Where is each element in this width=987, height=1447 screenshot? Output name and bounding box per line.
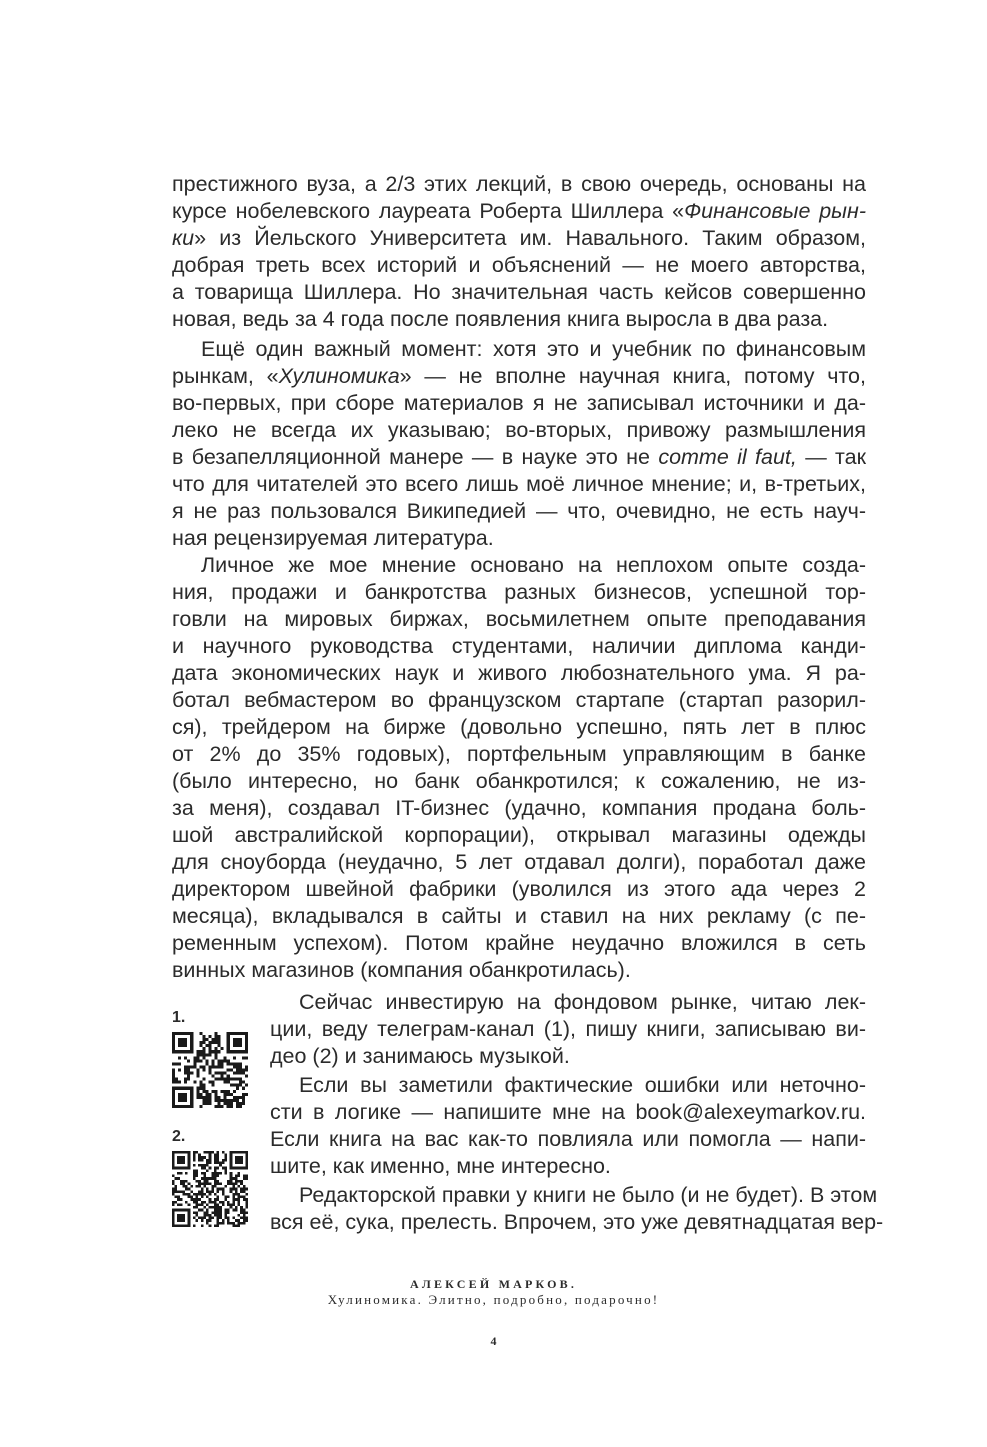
text-line: ременным успехом). Потом крайне неудачно вложился в сеть [172,931,866,955]
text-line: ции, веду телеграм-канал (1), пишу книги, записываю ви- [270,1017,866,1041]
text-line: Сейчас инвестирую на фондовом рынке, читаю лек- [299,990,866,1014]
text-line: курсе нобелевского лауреата Роберта Шиллера «Финансовые рын- [172,199,866,223]
text-line: део (2) и занимаюсь музыкой. [270,1044,570,1068]
footer-author: АЛЕКСЕЙ МАРКОВ. [409,1277,578,1291]
text-line: месяца), вкладывался в сайты и ставил на них рекламу (с пе- [172,904,866,928]
footer-book-title: Хулиномика. Элитно, подробно, подарочно! [327,1292,660,1307]
text-line: во-первых, при сборе материалов я не записывал источники и да- [172,391,866,415]
text-line: и научного руководства студентами, наличии диплома канди- [172,634,866,658]
text-line: ся), трейдером на бирже (довольно успешно, пять лет в плюс [172,715,866,739]
qr-code-2-label: 2. [172,1128,186,1145]
text-line: добрая треть всех историй и объяснений — не моего авторства, [172,253,866,277]
text-line: новая, ведь за 4 года после появления книга выросла в два раза. [172,307,829,331]
text-line: Если вы заметили фактические ошибки или неточно- [299,1073,866,1097]
text-line: леко не всегда их указываю; во-вторых, привожу размышления [172,418,866,442]
text-line: престижного вуза, а 2/3 этих лекций, в свою очередь, основаны на [172,172,866,196]
text-line: Личное же мое мнение основано на неплохом опыте созда- [201,553,866,577]
text-line: директором швейной фабрики (уволился из этого ада через 2 [172,877,866,901]
qr-code-video-icon[interactable] [172,1151,248,1227]
email-line: сти в логике — напишите мне на book@alexeymarkov.ru. [270,1100,866,1124]
text-line: от 2% до 35% годовых), портфельным управляющим в банке [172,742,866,766]
text-line: Ещё один важный момент: хотя это и учебник по финансовым [201,337,866,361]
qr-code-telegram-icon[interactable] [172,1032,248,1108]
text-line: говли на мировых биржах, восьмилетнем опыте преподавания [172,607,866,631]
text-line: ботал вебмастером во французском стартапе (стартап разорил- [172,688,866,712]
text-line: (было интересно, но банк обанкротился; к сожалению, не из- [172,769,866,793]
text-line: рынкам, «Хулиномика» — не вполне научная книга, потому что, [172,364,866,388]
text-line: я не раз пользовался Википедией — что, очевидно, не есть науч- [172,499,866,523]
text-line: винных магазинов (компания обанкротилась). [172,958,631,982]
text-line: для сноуборда (неудачно, 5 лет отдавал долги), поработал даже [172,850,866,874]
text-line: Редакторской правки у книги не было (и не будет). В этом [299,1183,878,1207]
text-line: дата экономических наук и живого любознательного ума. Я ра- [172,661,866,685]
text-line: в безапелляционной манере — в науке это не comme il faut, — так [172,445,866,469]
text-line: шите, как именно, мне интересно. [270,1154,611,1178]
text-line: а товарища Шиллера. Но значительная часть кейсов совершенно [172,280,866,304]
text-line: ная рецензируемая литература. [172,526,494,550]
text-line: шой австралийской корпорации), открывал магазины одежды [172,823,866,847]
qr-code-1-label: 1. [172,1009,186,1026]
text-line: Если книга на вас как-то повлияла или помогла — напи- [270,1127,866,1151]
text-line: вся её, сука, прелесть. Впрочем, это уже девятнадцатая вер- [270,1210,884,1234]
page-number: 4 [490,1334,497,1348]
text-line: что для читателей это всего лишь моё личное мнение; и, в-третьих, [172,472,866,496]
text-line: за меня), создавал IT-бизнес (удачно, компания продана боль- [172,796,866,820]
text-line: ния, продажи и банкротства разных бизнесов, успешной тор- [172,580,866,604]
text-line: ки» из Йельского Университета им. Навального. Таким образом, [172,226,866,250]
